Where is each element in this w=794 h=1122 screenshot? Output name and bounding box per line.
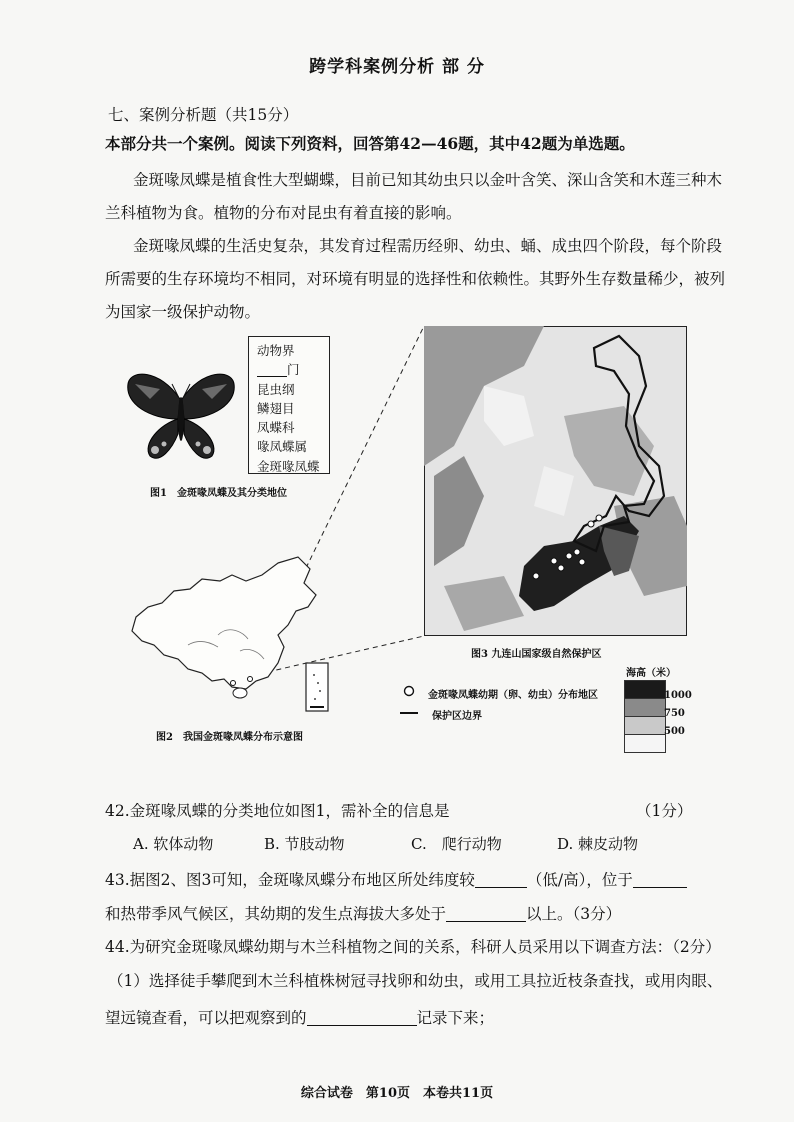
figure2-caption: 图2 我国金斑喙凤蝶分布示意图 [156, 732, 303, 743]
q42-option-a[interactable]: A. 软体动物 [133, 835, 214, 853]
paragraph-2-line-1: 金斑喙凤蝶的生活史复杂，其发育过程需历经卵、幼虫、蛹、成虫四个阶段，每个阶段 [133, 237, 723, 255]
section-heading: 七、案例分析题（共15分） [108, 106, 299, 124]
q43-blank-altitude[interactable] [446, 905, 526, 922]
paragraph-2-line-3: 为国家一级保护动物。 [105, 303, 261, 321]
elevation-level-500: 500 [664, 726, 685, 737]
elevation-swatch-4 [624, 734, 666, 753]
china-map [128, 555, 350, 715]
q44-blank-record[interactable] [307, 1009, 417, 1026]
q42-option-b[interactable]: B. 节肢动物 [264, 835, 345, 853]
q44-sub1-line-1: （1）选择徒手攀爬到木兰科植株树冠寻找卵和幼虫，或用工具拉近枝条查找，或用肉眼、 [108, 972, 723, 990]
q44-text-2a: 望远镜查看，可以把观察到的 [105, 1009, 307, 1027]
elevation-legend-title: 海高（米） [626, 668, 676, 679]
distribution-dot-icon [402, 684, 416, 698]
q43-text-1b: （低/高），位于 [526, 871, 633, 889]
taxonomy-phylum: 门 [287, 362, 300, 378]
elevation-level-750: 750 [664, 708, 685, 719]
figure3-caption: 图3 九连山国家级自然保护区 [471, 649, 602, 660]
taxonomy-kingdom: 动物界 [257, 343, 295, 358]
elevation-level-1000: 1000 [664, 690, 692, 701]
legend-line-label: 保护区边界 [432, 711, 482, 722]
taxonomy-order: 鳞翅目 [257, 400, 295, 416]
paragraph-2-line-2: 所需要的生存环境均不相同，对环境有明显的选择性和依赖性。其野外生存数量稀少，被列 [105, 270, 726, 288]
boundary-line-icon [399, 708, 419, 718]
q43-blank-latitude[interactable] [475, 871, 527, 888]
paragraph-1-line-1: 金斑喙凤蝶是植食性大型蝴蝶，目前已知其幼虫只以金叶含笑、深山含笑和木莲三种木 [133, 171, 723, 189]
page-footer: 综合试卷 第10页 本卷共11页 [300, 1086, 494, 1101]
taxonomy-species: 金斑喙凤蝶 [257, 458, 320, 474]
q43-text-2b: 以上。（3分） [526, 905, 622, 923]
legend-dot-label: 金斑喙凤蝶幼期（卵、幼虫）分布地区 [428, 690, 598, 701]
elevation-swatch-3 [624, 716, 666, 735]
q42-option-c[interactable]: C. 爬行动物 [411, 835, 502, 853]
taxonomy-genus: 喙凤蝶属 [257, 439, 308, 455]
q44-stem: 44.为研究金斑喙凤蝶幼期与木兰科植物之间的关系，科研人员采用以下调查方法：（2分） [105, 938, 721, 956]
q43-text-2a: 和热带季风气候区，其幼期的发生点海拔大多处于 [105, 905, 447, 923]
taxonomy-family: 凤蝶科 [257, 420, 295, 436]
q44-text-2b: 记录下来； [416, 1009, 495, 1027]
taxonomy-class: 昆虫纲 [257, 381, 295, 397]
q42-stem: 42.金斑喙凤蝶的分类地位如图1，需补全的信息是 [105, 802, 450, 820]
q44-sub1-line-2 [105, 1003, 494, 1033]
elevation-swatch-2 [624, 698, 666, 717]
q43-line-2 [105, 899, 621, 929]
paragraph-1-line-2: 兰科植物为食。植物的分布对昆虫有着直接的影响。 [105, 204, 462, 222]
q43-line-1 [105, 865, 687, 895]
figure1-caption: 图1 金斑喙凤蝶及其分类地位 [150, 488, 287, 499]
section-intro: 本部分共一个案例。阅读下列资料，回答第42—46题，其中42题为单选题。 [105, 134, 635, 153]
q42-option-d[interactable]: D. 棘皮动物 [557, 835, 639, 853]
page-title: 跨学科案例分析 部 分 [309, 57, 485, 77]
elevation-swatch-1 [624, 680, 666, 699]
q43-blank-climate[interactable] [633, 871, 687, 888]
q42-score: （1分） [636, 802, 693, 820]
q43-text-1a: 43.据图2、图3可知，金斑喙凤蝶分布地区所处纬度较 [105, 871, 475, 889]
reserve-map [424, 326, 687, 636]
